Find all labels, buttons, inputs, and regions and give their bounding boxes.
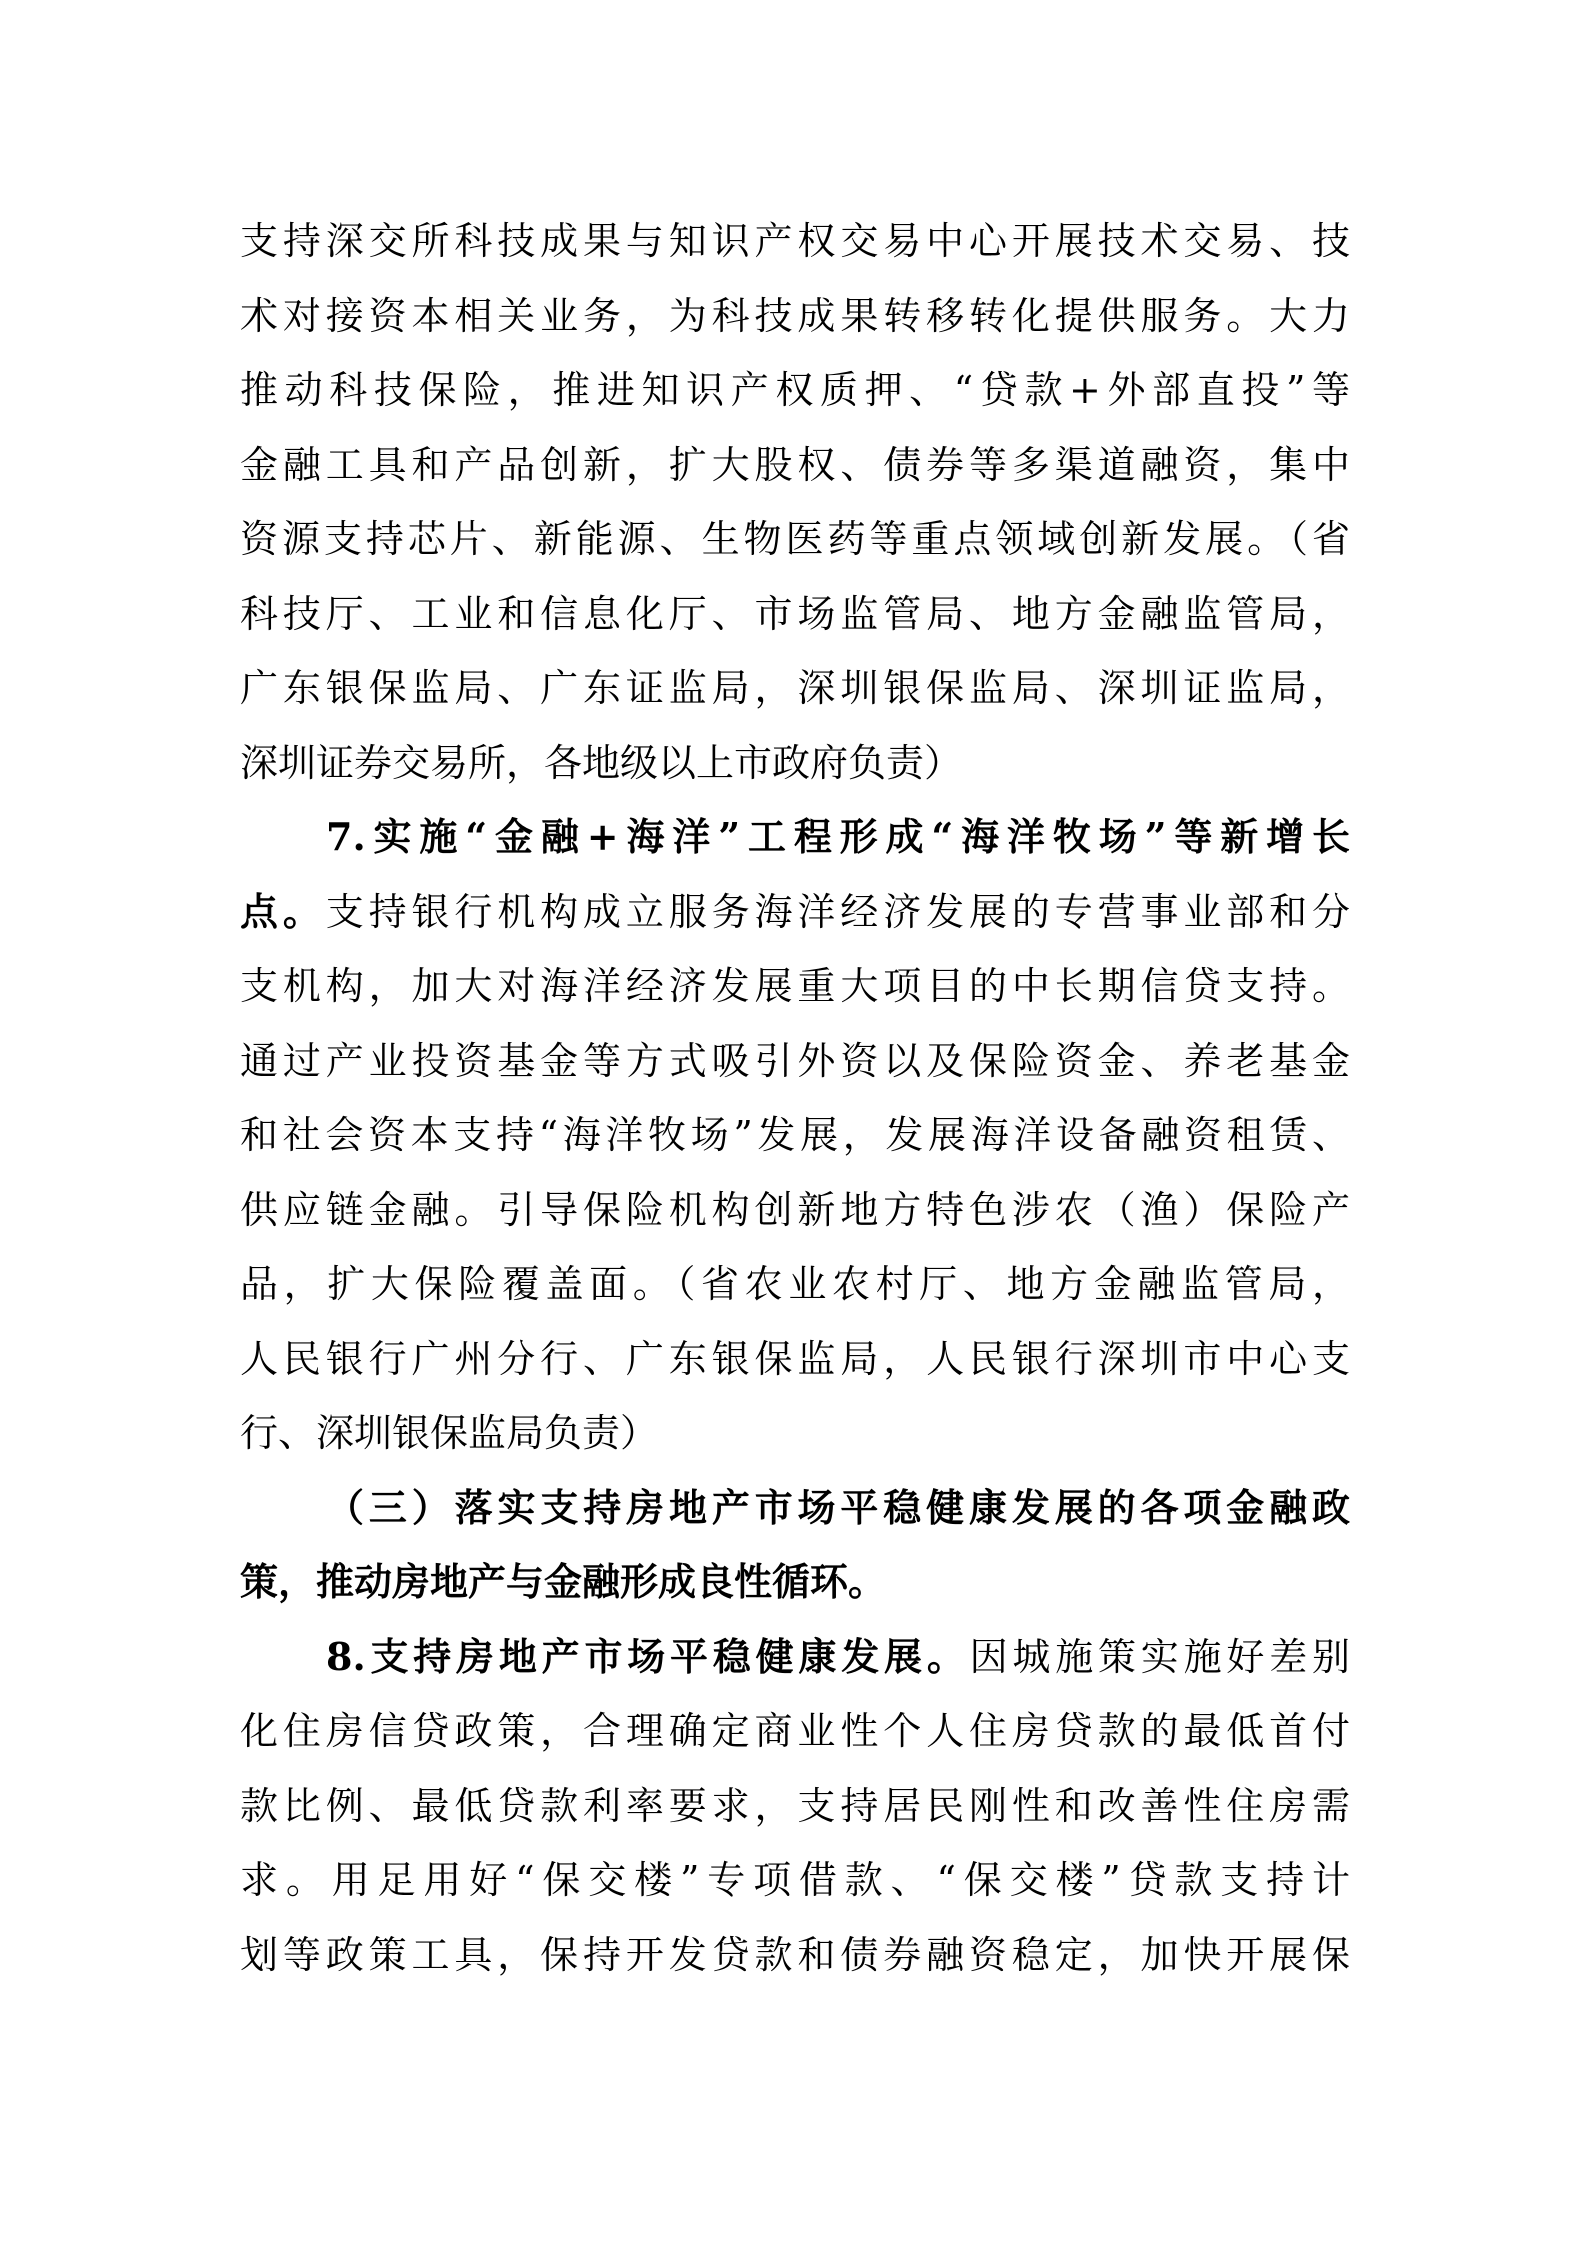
item-8-heading: 8.支持房地产市场平稳健康发展。 [326, 1633, 970, 1679]
text-line: 款比例、最低贷款利率要求，支持居民刚性和改善性住房需 [240, 1783, 1350, 1828]
text-line: 人民银行广州分行、广东银保监局，人民银行深圳市中心支 [240, 1336, 1350, 1381]
document-body [240, 204, 1350, 1992]
text-line: 划等政策工具，保持开发贷款和债券融资稳定，加快开展保 [240, 1932, 1350, 1977]
text-line: 广东银保监局、广东证监局，深圳银保监局、深圳证监局， [240, 666, 1350, 710]
section-3-heading [240, 1471, 1350, 1620]
paragraph-item-7 [240, 800, 1350, 1471]
paragraph-item-8 [240, 1620, 1350, 1993]
text-line [240, 1620, 1350, 1695]
item-7-text: 支持银行机构成立服务海洋经济发展的专营事业部和分 [325, 889, 1350, 934]
text-line: 求。用足用好“保交楼”专项借款、“保交楼”贷款支持计 [240, 1858, 1350, 1902]
section-heading-line: 策，推动房地产与金融形成良性循环。 [240, 1559, 887, 1604]
text-line: 金融工具和产品创新，扩大股权、债券等多渠道融资，集中 [240, 442, 1350, 487]
item-7-heading-end: 点。 [240, 888, 326, 934]
text-line: 和社会资本支持“海洋牧场”发展，发展海洋设备融资租赁、 [240, 1113, 1350, 1157]
text-line: 资源支持芯片、新能源、生物医药等重点领域创新发展。（省 [240, 517, 1350, 561]
text-line: 推动科技保险，推进知识产权质押、“贷款+外部直投”等 [240, 368, 1350, 412]
text-line: 化住房信贷政策，合理确定商业性个人住房贷款的最低首付 [240, 1709, 1350, 1753]
paragraph-tech-finance [240, 204, 1350, 800]
text-line: 支持深交所科技成果与知识产权交易中心开展技术交易、技 [240, 219, 1350, 263]
text-line: 行、深圳银保监局负责） [240, 1411, 659, 1455]
text-line: 支机构，加大对海洋经济发展重大项目的中长期信贷支持。 [240, 964, 1350, 1008]
section-heading-line: （三）落实支持房地产市场平稳健康发展的各项金融政 [326, 1484, 1350, 1530]
text-line: 品，扩大保险覆盖面。（省农业农村厅、地方金融监管局， [240, 1262, 1350, 1306]
text-line: 术对接资本相关业务，为科技成果转移转化提供服务。大力 [240, 293, 1350, 338]
item-7-heading: 7.实施“金融+海洋”工程形成“海洋牧场”等新增长 [326, 814, 1350, 859]
text-line [240, 875, 1350, 950]
text-line: 供应链金融。引导保险机构创新地方特色涉农（渔）保险产 [240, 1187, 1350, 1232]
item-8-text: 因城施策实施好差别 [969, 1634, 1350, 1679]
text-line: 通过产业投资基金等方式吸引外资以及保险资金、养老基金 [240, 1038, 1350, 1083]
text-line: 深圳证券交易所，各地级以上市政府负责） [240, 740, 963, 785]
text-line: 科技厅、工业和信息化厅、市场监管局、地方金融监管局， [240, 591, 1350, 636]
